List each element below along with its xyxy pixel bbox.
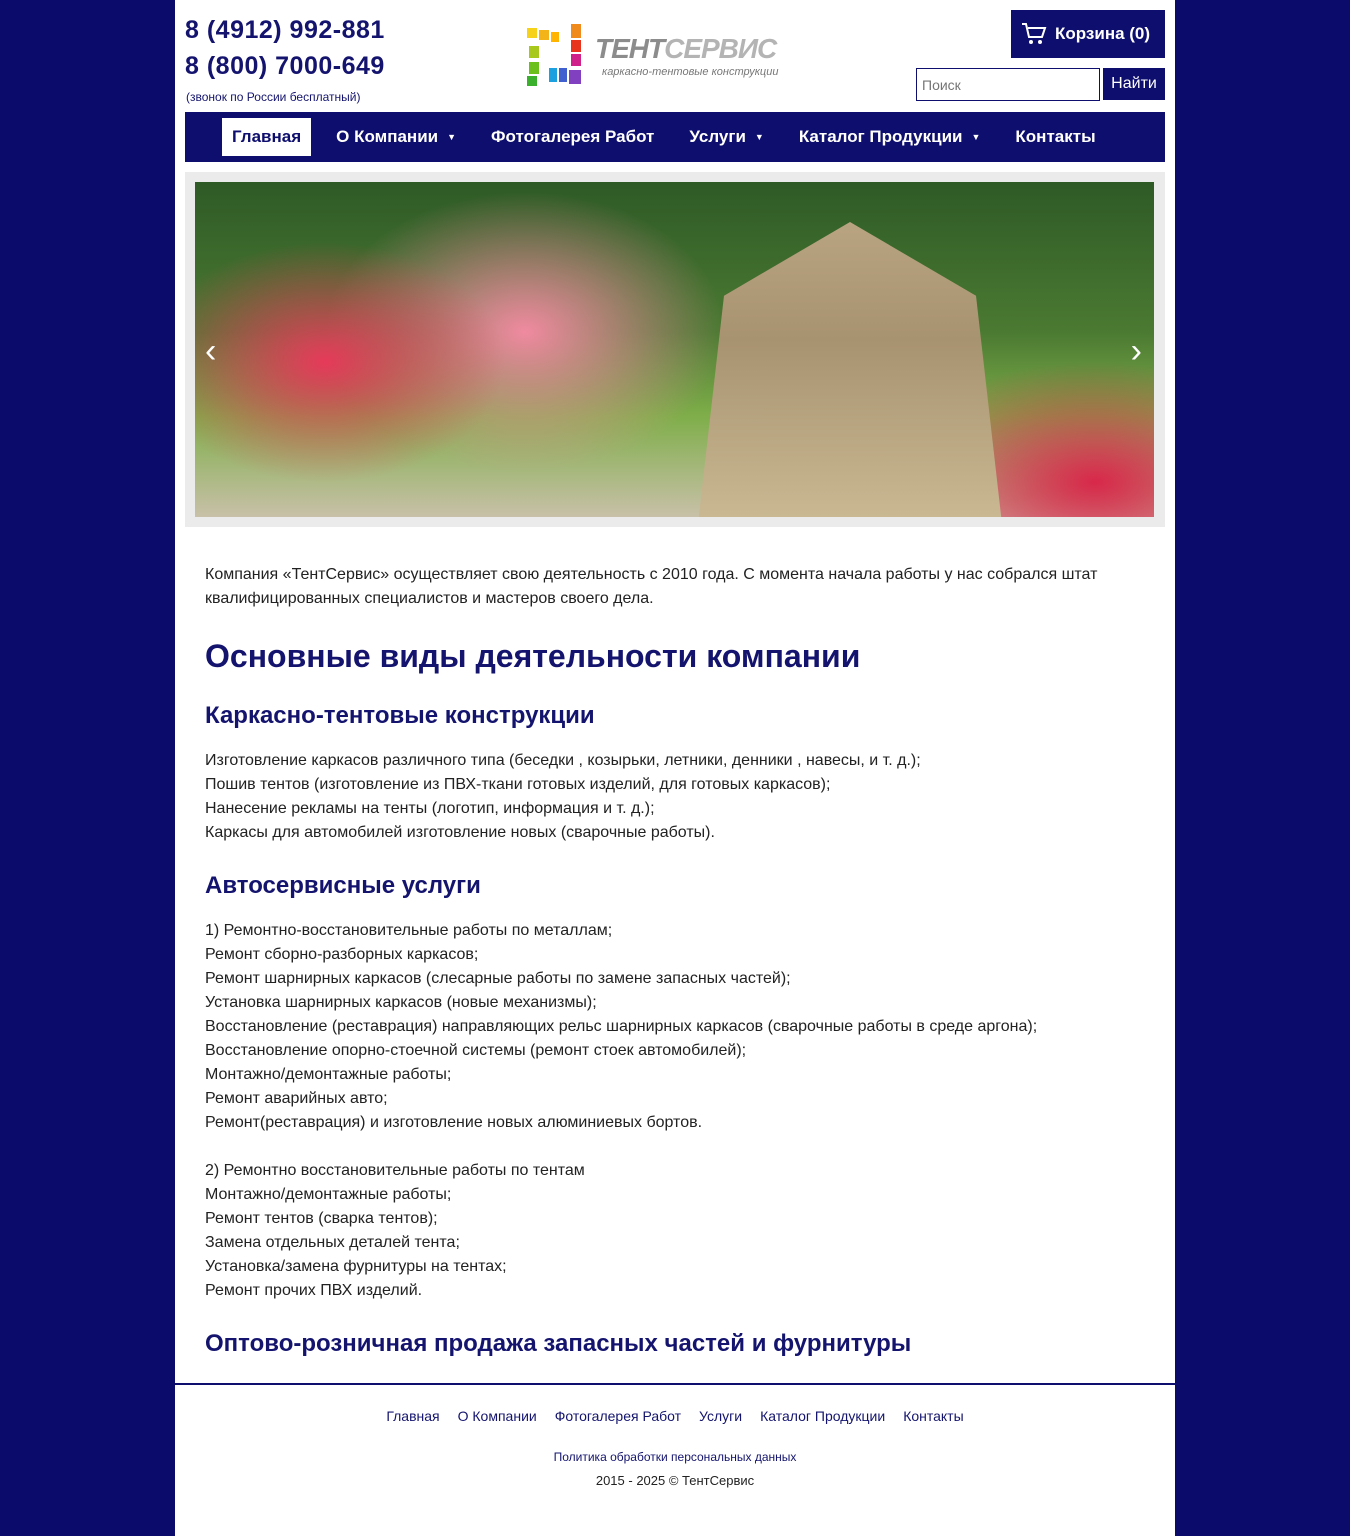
list-line: Ремонт шарнирных каркасов (слесарные работы по замене запасных частей);: [205, 970, 791, 987]
phone-note: (звонок по России бесплатный): [186, 90, 361, 104]
image-slider: [185, 172, 1165, 527]
slide-image-gazebo: [195, 182, 1154, 517]
phone-free[interactable]: 8 (800) 7000-649: [185, 52, 385, 80]
list-line: Пошив тентов (изготовление из ПВХ-ткани готовых изделий, для готовых каркасов);: [205, 776, 831, 793]
nav-about[interactable]: О Компании ▼: [336, 127, 457, 146]
nav-home[interactable]: Главная: [222, 118, 311, 156]
list-line: Ремонт(реставрация) и изготовление новых алюминиевых бортов.: [205, 1114, 703, 1131]
cart-button[interactable]: [1011, 10, 1165, 58]
footer-link[interactable]: О Компании: [457, 1408, 537, 1424]
page-heading: Основные виды деятельности компании: [205, 638, 861, 674]
list-line: Замена отдельных деталей тента;: [205, 1234, 460, 1251]
caret-down-icon: ▼: [971, 132, 981, 142]
footer-link[interactable]: Фотогалерея Работ: [554, 1408, 682, 1424]
footer-link[interactable]: Каталог Продукции: [760, 1408, 886, 1424]
list-line: 2) Ремонтно восстановительные работы по тентам: [205, 1162, 585, 1179]
section-heading: Каркасно-тентовые конструкции: [205, 702, 595, 729]
list-line: Ремонт аварийных авто;: [205, 1090, 388, 1107]
list-line: Монтажно/демонтажные работы;: [205, 1066, 452, 1083]
footer: [175, 1383, 1175, 1489]
search-input[interactable]: [916, 68, 1100, 101]
list-line: Нанесение рекламы на тенты (логотип, информация и т. д.);: [205, 800, 655, 817]
list-line: Каркасы для автомобилей изготовление новых (сварочные работы).: [205, 824, 715, 841]
list-line: Восстановление (реставрация) направляющих рельс шарнирных каркасов (сварочные работы в среде аргона);: [205, 1018, 1038, 1035]
list-line: Изготовление каркасов различного типа (беседки , козырьки, летники, денники , навесы, и т. д.);: [205, 752, 921, 769]
list-line: 1) Ремонтно-восстановительные работы по металлам;: [205, 922, 613, 939]
nav-contacts[interactable]: Контакты: [1015, 127, 1096, 146]
intro-text: Компания «ТентСервис» осуществляет свою деятельность с 2010 года. С момента начала работы у нас собрался штат квалифицированных специалистов и мастеров своего дела.: [205, 566, 1098, 607]
list-line: Восстановление опорно-стоечной системы (ремонт стоек автомобилей);: [205, 1042, 747, 1059]
main-content: [175, 563, 1175, 1359]
logo[interactable]: [525, 22, 815, 90]
phone-local[interactable]: 8 (4912) 992-881: [185, 16, 385, 44]
cart-icon: [1021, 22, 1047, 46]
cart-label: Корзина (0): [1055, 24, 1151, 43]
nav-gallery[interactable]: Фотогалерея Работ: [491, 127, 655, 146]
logo-tagline: каркасно-тентовые конструкции: [602, 66, 779, 78]
nav-catalog[interactable]: Каталог Продукции ▼: [798, 127, 981, 146]
slider-next-icon[interactable]: ›: [1130, 332, 1142, 370]
caret-down-icon: ▼: [754, 132, 764, 142]
footer-link[interactable]: Главная: [386, 1408, 440, 1424]
caret-down-icon: ▼: [447, 132, 457, 142]
slider-prev-icon[interactable]: ‹: [205, 332, 217, 370]
section-list: [205, 919, 1155, 1303]
privacy-policy-link[interactable]: Политика обработки персональных данных: [553, 1450, 797, 1464]
logo-mark-icon: [525, 22, 587, 88]
list-line: Ремонт тентов (сварка тентов);: [205, 1210, 438, 1227]
footer-nav: [175, 1407, 1175, 1425]
list-line: Ремонт прочих ПВХ изделий.: [205, 1282, 423, 1299]
page: [175, 0, 1175, 1536]
main-nav: [185, 112, 1165, 162]
contact-phones: [185, 12, 385, 104]
section-list: [205, 749, 1155, 845]
search-button[interactable]: Найти: [1103, 68, 1165, 100]
section-heading: Оптово-розничная продажа запасных частей и фурнитуры: [205, 1330, 912, 1357]
list-line: Ремонт сборно-разборных каркасов;: [205, 946, 479, 963]
list-line: [205, 1135, 1155, 1159]
list-line: Установка/замена фурнитуры на тентах;: [205, 1258, 507, 1275]
logo-name: ТЕНТСЕРВИС: [595, 33, 777, 64]
list-line: Установка шарнирных каркасов (новые механизмы);: [205, 994, 597, 1011]
footer-link[interactable]: Услуги: [699, 1408, 743, 1424]
gazebo-picture: [670, 222, 1030, 517]
copyright: 2015 - 2025 © ТентСервис: [595, 1473, 755, 1488]
nav-services[interactable]: Услуги ▼: [689, 127, 764, 146]
content-flow: [175, 563, 1175, 1489]
section-heading: Автосервисные услуги: [205, 872, 481, 899]
list-line: Монтажно/демонтажные работы;: [205, 1186, 452, 1203]
footer-link[interactable]: Контакты: [903, 1408, 964, 1424]
